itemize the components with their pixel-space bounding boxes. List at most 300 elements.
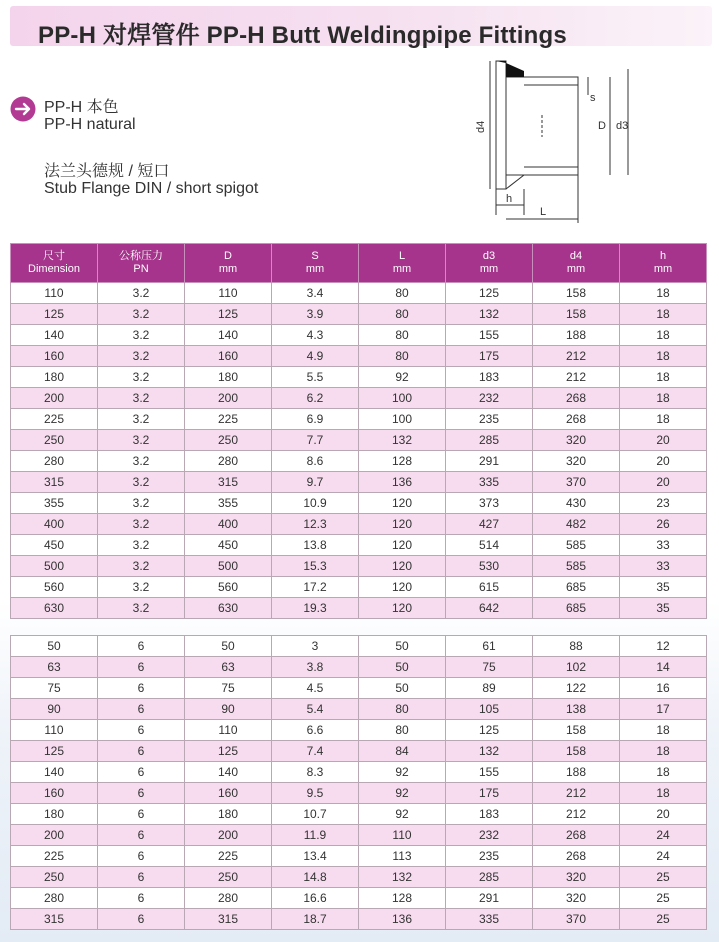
table-cell: 335 bbox=[446, 909, 533, 930]
column-header-primary: h bbox=[659, 250, 667, 262]
table-cell: 75 bbox=[446, 657, 533, 678]
column-header-unit: PN bbox=[133, 263, 149, 275]
table-cell: 7.7 bbox=[272, 430, 359, 451]
table-row bbox=[11, 346, 707, 367]
table-cell: 400 bbox=[185, 514, 272, 535]
table-cell: 8.3 bbox=[272, 762, 359, 783]
table-cell: 9.5 bbox=[272, 783, 359, 804]
column-header bbox=[359, 244, 446, 283]
table-cell: 17.2 bbox=[272, 577, 359, 598]
table-cell: 3.9 bbox=[272, 304, 359, 325]
table-cell: 225 bbox=[185, 846, 272, 867]
table-cell: 75 bbox=[11, 678, 98, 699]
table-cell: 3 bbox=[272, 636, 359, 657]
table-cell: 125 bbox=[446, 720, 533, 741]
table-cell: 25 bbox=[620, 867, 707, 888]
table-cell: 16 bbox=[620, 678, 707, 699]
table-row bbox=[11, 556, 707, 577]
table-cell: 235 bbox=[446, 846, 533, 867]
table-cell: 17 bbox=[620, 699, 707, 720]
column-header-unit: Dimension bbox=[28, 263, 80, 275]
table-cell: 155 bbox=[446, 762, 533, 783]
product-type-en: Stub Flange DIN / short spigot bbox=[44, 180, 259, 197]
table-cell: 20 bbox=[620, 451, 707, 472]
table-cell: 373 bbox=[446, 493, 533, 514]
table-cell: 18 bbox=[620, 367, 707, 388]
table-cell: 50 bbox=[11, 636, 98, 657]
column-header-primary: 尺寸 bbox=[43, 250, 65, 262]
table-cell: 291 bbox=[446, 451, 533, 472]
table-cell: 8.6 bbox=[272, 451, 359, 472]
table-cell: 3.2 bbox=[98, 451, 185, 472]
table-row bbox=[11, 493, 707, 514]
table-cell: 250 bbox=[185, 867, 272, 888]
table-cell: 75 bbox=[185, 678, 272, 699]
label-s: s bbox=[590, 92, 596, 104]
table-cell: 113 bbox=[359, 846, 446, 867]
column-header-unit: mm bbox=[218, 263, 238, 275]
table-cell: 132 bbox=[359, 867, 446, 888]
table-cell: 102 bbox=[533, 657, 620, 678]
table-cell: 3.2 bbox=[98, 304, 185, 325]
table-cell: 18 bbox=[620, 409, 707, 430]
table-row bbox=[11, 678, 707, 699]
table-cell: 188 bbox=[533, 325, 620, 346]
table-cell: 140 bbox=[185, 325, 272, 346]
table-row bbox=[11, 636, 707, 657]
table-cell: 122 bbox=[533, 678, 620, 699]
table-cell: 280 bbox=[185, 451, 272, 472]
table-cell: 200 bbox=[11, 388, 98, 409]
page-title: PP-H 对焊管件 PP-H Butt Weldingpipe Fittings bbox=[38, 22, 567, 49]
table-row bbox=[11, 325, 707, 346]
table-cell: 100 bbox=[359, 409, 446, 430]
table-cell: 4.5 bbox=[272, 678, 359, 699]
table-cell: 180 bbox=[185, 804, 272, 825]
column-header-primary: 公称压力 bbox=[119, 250, 163, 262]
table-cell: 4.9 bbox=[272, 346, 359, 367]
table-cell: 158 bbox=[533, 304, 620, 325]
table-cell: 6.6 bbox=[272, 720, 359, 741]
table-cell: 6 bbox=[98, 762, 185, 783]
table-cell: 320 bbox=[533, 867, 620, 888]
table-row bbox=[11, 720, 707, 741]
table-cell: 560 bbox=[185, 577, 272, 598]
table-cell: 80 bbox=[359, 699, 446, 720]
column-header bbox=[620, 244, 707, 283]
table-cell: 3.2 bbox=[98, 598, 185, 619]
table-cell: 285 bbox=[446, 867, 533, 888]
table-cell: 183 bbox=[446, 367, 533, 388]
table-cell: 6 bbox=[98, 804, 185, 825]
table-cell: 50 bbox=[185, 636, 272, 657]
table-cell: 6 bbox=[98, 636, 185, 657]
table-row bbox=[11, 472, 707, 493]
table-cell: 110 bbox=[185, 720, 272, 741]
product-name-en: PP-H natural bbox=[44, 116, 136, 133]
table-cell: 3.8 bbox=[272, 657, 359, 678]
table-cell: 18 bbox=[620, 388, 707, 409]
spec-table-pn6 bbox=[10, 635, 707, 930]
table-cell: 63 bbox=[11, 657, 98, 678]
table-row bbox=[11, 409, 707, 430]
table-cell: 12.3 bbox=[272, 514, 359, 535]
table-cell: 355 bbox=[185, 493, 272, 514]
table-cell: 175 bbox=[446, 783, 533, 804]
table-cell: 18 bbox=[620, 762, 707, 783]
table-cell: 232 bbox=[446, 388, 533, 409]
table-cell: 136 bbox=[359, 909, 446, 930]
table-cell: 530 bbox=[446, 556, 533, 577]
table-cell: 35 bbox=[620, 598, 707, 619]
table-row bbox=[11, 846, 707, 867]
table-cell: 18 bbox=[620, 304, 707, 325]
table-cell: 140 bbox=[185, 762, 272, 783]
table-cell: 3.2 bbox=[98, 514, 185, 535]
table-row bbox=[11, 888, 707, 909]
table-row bbox=[11, 598, 707, 619]
table-cell: 18 bbox=[620, 346, 707, 367]
table-cell: 9.7 bbox=[272, 472, 359, 493]
table-cell: 3.2 bbox=[98, 409, 185, 430]
table-cell: 200 bbox=[185, 388, 272, 409]
column-header-unit: mm bbox=[653, 263, 673, 275]
table-cell: 16.6 bbox=[272, 888, 359, 909]
table-cell: 630 bbox=[185, 598, 272, 619]
table-cell: 84 bbox=[359, 741, 446, 762]
table-cell: 33 bbox=[620, 535, 707, 556]
table-row bbox=[11, 657, 707, 678]
table-cell: 450 bbox=[11, 535, 98, 556]
table-row bbox=[11, 577, 707, 598]
table-cell: 158 bbox=[533, 741, 620, 762]
table-cell: 110 bbox=[359, 825, 446, 846]
table-cell: 24 bbox=[620, 846, 707, 867]
table-cell: 160 bbox=[185, 346, 272, 367]
table-cell: 212 bbox=[533, 804, 620, 825]
table-cell: 315 bbox=[185, 909, 272, 930]
table-cell: 6 bbox=[98, 657, 185, 678]
table-cell: 132 bbox=[446, 741, 533, 762]
table-cell: 92 bbox=[359, 367, 446, 388]
table-cell: 3.2 bbox=[98, 325, 185, 346]
table-cell: 225 bbox=[11, 409, 98, 430]
table-cell: 3.2 bbox=[98, 472, 185, 493]
table-cell: 18 bbox=[620, 283, 707, 304]
table-cell: 6 bbox=[98, 888, 185, 909]
table-cell: 120 bbox=[359, 535, 446, 556]
table-cell: 268 bbox=[533, 825, 620, 846]
table-cell: 3.2 bbox=[98, 535, 185, 556]
table-cell: 6 bbox=[98, 699, 185, 720]
label-d3: d3 bbox=[616, 120, 629, 132]
table-cell: 180 bbox=[11, 804, 98, 825]
table-cell: 400 bbox=[11, 514, 98, 535]
table-cell: 180 bbox=[185, 367, 272, 388]
table-row bbox=[11, 430, 707, 451]
table-cell: 136 bbox=[359, 472, 446, 493]
table-cell: 320 bbox=[533, 430, 620, 451]
table-cell: 280 bbox=[11, 888, 98, 909]
label-L: L bbox=[540, 206, 547, 218]
table-row bbox=[11, 283, 707, 304]
table-cell: 50 bbox=[359, 636, 446, 657]
table-cell: 160 bbox=[185, 783, 272, 804]
table-cell: 120 bbox=[359, 514, 446, 535]
table-cell: 14 bbox=[620, 657, 707, 678]
table-cell: 110 bbox=[11, 720, 98, 741]
arrow-right-icon bbox=[10, 96, 36, 122]
table-cell: 6 bbox=[98, 720, 185, 741]
table-cell: 110 bbox=[185, 283, 272, 304]
table-cell: 92 bbox=[359, 804, 446, 825]
table-cell: 18.7 bbox=[272, 909, 359, 930]
table-cell: 355 bbox=[11, 493, 98, 514]
column-header-primary: d3 bbox=[482, 250, 496, 262]
table-cell: 642 bbox=[446, 598, 533, 619]
table-cell: 125 bbox=[185, 741, 272, 762]
table-cell: 212 bbox=[533, 367, 620, 388]
table-cell: 6 bbox=[98, 909, 185, 930]
table-cell: 20 bbox=[620, 804, 707, 825]
table-cell: 50 bbox=[359, 657, 446, 678]
table-cell: 450 bbox=[185, 535, 272, 556]
table-row bbox=[11, 388, 707, 409]
table-cell: 61 bbox=[446, 636, 533, 657]
stub-flange-diagram bbox=[475, 55, 638, 235]
table-cell: 14.8 bbox=[272, 867, 359, 888]
table-cell: 250 bbox=[11, 867, 98, 888]
table-cell: 3.2 bbox=[98, 283, 185, 304]
table-cell: 138 bbox=[533, 699, 620, 720]
table-cell: 80 bbox=[359, 346, 446, 367]
table-cell: 232 bbox=[446, 825, 533, 846]
table-cell: 5.4 bbox=[272, 699, 359, 720]
table-cell: 370 bbox=[533, 909, 620, 930]
table-cell: 18 bbox=[620, 325, 707, 346]
table-cell: 50 bbox=[359, 678, 446, 699]
table-cell: 268 bbox=[533, 409, 620, 430]
table-cell: 200 bbox=[11, 825, 98, 846]
column-header-primary: d4 bbox=[569, 250, 583, 262]
table-cell: 212 bbox=[533, 783, 620, 804]
column-header-unit: mm bbox=[479, 263, 499, 275]
table-cell: 132 bbox=[446, 304, 533, 325]
table-cell: 427 bbox=[446, 514, 533, 535]
column-header bbox=[446, 244, 533, 283]
table-cell: 35 bbox=[620, 577, 707, 598]
table-cell: 125 bbox=[11, 741, 98, 762]
column-header-unit: mm bbox=[566, 263, 586, 275]
table-cell: 3.2 bbox=[98, 493, 185, 514]
table-cell: 183 bbox=[446, 804, 533, 825]
table-cell: 482 bbox=[533, 514, 620, 535]
table-cell: 26 bbox=[620, 514, 707, 535]
table-cell: 80 bbox=[359, 325, 446, 346]
table-cell: 63 bbox=[185, 657, 272, 678]
table-cell: 4.3 bbox=[272, 325, 359, 346]
table-cell: 125 bbox=[185, 304, 272, 325]
table-cell: 88 bbox=[533, 636, 620, 657]
label-h: h bbox=[506, 193, 513, 205]
table-cell: 212 bbox=[533, 346, 620, 367]
table-cell: 120 bbox=[359, 493, 446, 514]
table-cell: 100 bbox=[359, 388, 446, 409]
table-cell: 160 bbox=[11, 783, 98, 804]
table-cell: 128 bbox=[359, 451, 446, 472]
column-header-unit: mm bbox=[305, 263, 325, 275]
table-cell: 120 bbox=[359, 556, 446, 577]
table-cell: 158 bbox=[533, 720, 620, 741]
table-cell: 250 bbox=[185, 430, 272, 451]
table-cell: 6 bbox=[98, 678, 185, 699]
table-row bbox=[11, 909, 707, 930]
table-cell: 13.4 bbox=[272, 846, 359, 867]
table-cell: 285 bbox=[446, 430, 533, 451]
table-cell: 18 bbox=[620, 783, 707, 804]
table-row bbox=[11, 451, 707, 472]
product-type-cn: 法兰头德规 / 短口 bbox=[44, 163, 170, 180]
table-cell: 320 bbox=[533, 888, 620, 909]
table-row bbox=[11, 783, 707, 804]
column-header-primary: L bbox=[398, 250, 406, 262]
table-cell: 3.2 bbox=[98, 367, 185, 388]
table-cell: 80 bbox=[359, 720, 446, 741]
table-cell: 514 bbox=[446, 535, 533, 556]
table-cell: 120 bbox=[359, 598, 446, 619]
table-cell: 315 bbox=[185, 472, 272, 493]
table-cell: 685 bbox=[533, 598, 620, 619]
table-cell: 3.2 bbox=[98, 388, 185, 409]
table-cell: 89 bbox=[446, 678, 533, 699]
table-row bbox=[11, 304, 707, 325]
table-cell: 140 bbox=[11, 762, 98, 783]
table-cell: 180 bbox=[11, 367, 98, 388]
table-cell: 335 bbox=[446, 472, 533, 493]
table-cell: 33 bbox=[620, 556, 707, 577]
table-cell: 188 bbox=[533, 762, 620, 783]
table-cell: 3.2 bbox=[98, 346, 185, 367]
column-header bbox=[98, 244, 185, 283]
table-header-row bbox=[11, 244, 707, 283]
table-cell: 200 bbox=[185, 825, 272, 846]
table-cell: 280 bbox=[185, 888, 272, 909]
table-row bbox=[11, 535, 707, 556]
table-cell: 3.2 bbox=[98, 556, 185, 577]
table-cell: 175 bbox=[446, 346, 533, 367]
table-cell: 3.2 bbox=[98, 430, 185, 451]
table-cell: 6 bbox=[98, 825, 185, 846]
table-cell: 132 bbox=[359, 430, 446, 451]
table-row bbox=[11, 367, 707, 388]
table-cell: 280 bbox=[11, 451, 98, 472]
table-cell: 158 bbox=[533, 283, 620, 304]
table-cell: 315 bbox=[11, 909, 98, 930]
table-cell: 500 bbox=[11, 556, 98, 577]
table-row bbox=[11, 762, 707, 783]
table-cell: 80 bbox=[359, 304, 446, 325]
table-cell: 630 bbox=[11, 598, 98, 619]
table-cell: 24 bbox=[620, 825, 707, 846]
table-cell: 11.9 bbox=[272, 825, 359, 846]
table-cell: 125 bbox=[11, 304, 98, 325]
column-header bbox=[272, 244, 359, 283]
table-cell: 140 bbox=[11, 325, 98, 346]
table-cell: 370 bbox=[533, 472, 620, 493]
table-cell: 250 bbox=[11, 430, 98, 451]
table-cell: 18 bbox=[620, 741, 707, 762]
table-cell: 15.3 bbox=[272, 556, 359, 577]
table-cell: 500 bbox=[185, 556, 272, 577]
table-cell: 92 bbox=[359, 762, 446, 783]
table-cell: 6 bbox=[98, 867, 185, 888]
column-header bbox=[11, 244, 98, 283]
table-cell: 225 bbox=[11, 846, 98, 867]
table-cell: 320 bbox=[533, 451, 620, 472]
table-row bbox=[11, 825, 707, 846]
table-row bbox=[11, 741, 707, 762]
column-header bbox=[533, 244, 620, 283]
table-cell: 160 bbox=[11, 346, 98, 367]
table-cell: 18 bbox=[620, 720, 707, 741]
table-cell: 120 bbox=[359, 577, 446, 598]
table-cell: 560 bbox=[11, 577, 98, 598]
table-cell: 125 bbox=[446, 283, 533, 304]
table-cell: 685 bbox=[533, 577, 620, 598]
table-cell: 315 bbox=[11, 472, 98, 493]
table-cell: 19.3 bbox=[272, 598, 359, 619]
table-cell: 6 bbox=[98, 741, 185, 762]
table-cell: 155 bbox=[446, 325, 533, 346]
column-header-primary: S bbox=[311, 250, 319, 262]
product-name-cn: PP-H 本色 bbox=[44, 99, 119, 116]
table-cell: 12 bbox=[620, 636, 707, 657]
table-cell: 615 bbox=[446, 577, 533, 598]
table-cell: 20 bbox=[620, 472, 707, 493]
table-cell: 90 bbox=[11, 699, 98, 720]
table-cell: 92 bbox=[359, 783, 446, 804]
table-row bbox=[11, 699, 707, 720]
table-cell: 25 bbox=[620, 909, 707, 930]
table-cell: 20 bbox=[620, 430, 707, 451]
table-cell: 268 bbox=[533, 388, 620, 409]
table-cell: 13.8 bbox=[272, 535, 359, 556]
table-cell: 585 bbox=[533, 556, 620, 577]
column-header-primary: D bbox=[224, 250, 232, 262]
column-header bbox=[185, 244, 272, 283]
table-row bbox=[11, 804, 707, 825]
spec-table-pn32 bbox=[10, 243, 707, 619]
table-row bbox=[11, 514, 707, 535]
table-cell: 6 bbox=[98, 783, 185, 804]
label-D: D bbox=[598, 120, 606, 132]
column-header-unit: mm bbox=[392, 263, 412, 275]
table-cell: 10.7 bbox=[272, 804, 359, 825]
label-d4: d4 bbox=[475, 120, 487, 133]
table-cell: 268 bbox=[533, 846, 620, 867]
table-cell: 6 bbox=[98, 846, 185, 867]
table-cell: 110 bbox=[11, 283, 98, 304]
table-cell: 5.5 bbox=[272, 367, 359, 388]
table-cell: 3.4 bbox=[272, 283, 359, 304]
table-cell: 225 bbox=[185, 409, 272, 430]
table-cell: 3.2 bbox=[98, 577, 185, 598]
table-cell: 430 bbox=[533, 493, 620, 514]
table-cell: 291 bbox=[446, 888, 533, 909]
table-cell: 6.2 bbox=[272, 388, 359, 409]
table-cell: 23 bbox=[620, 493, 707, 514]
table-cell: 7.4 bbox=[272, 741, 359, 762]
